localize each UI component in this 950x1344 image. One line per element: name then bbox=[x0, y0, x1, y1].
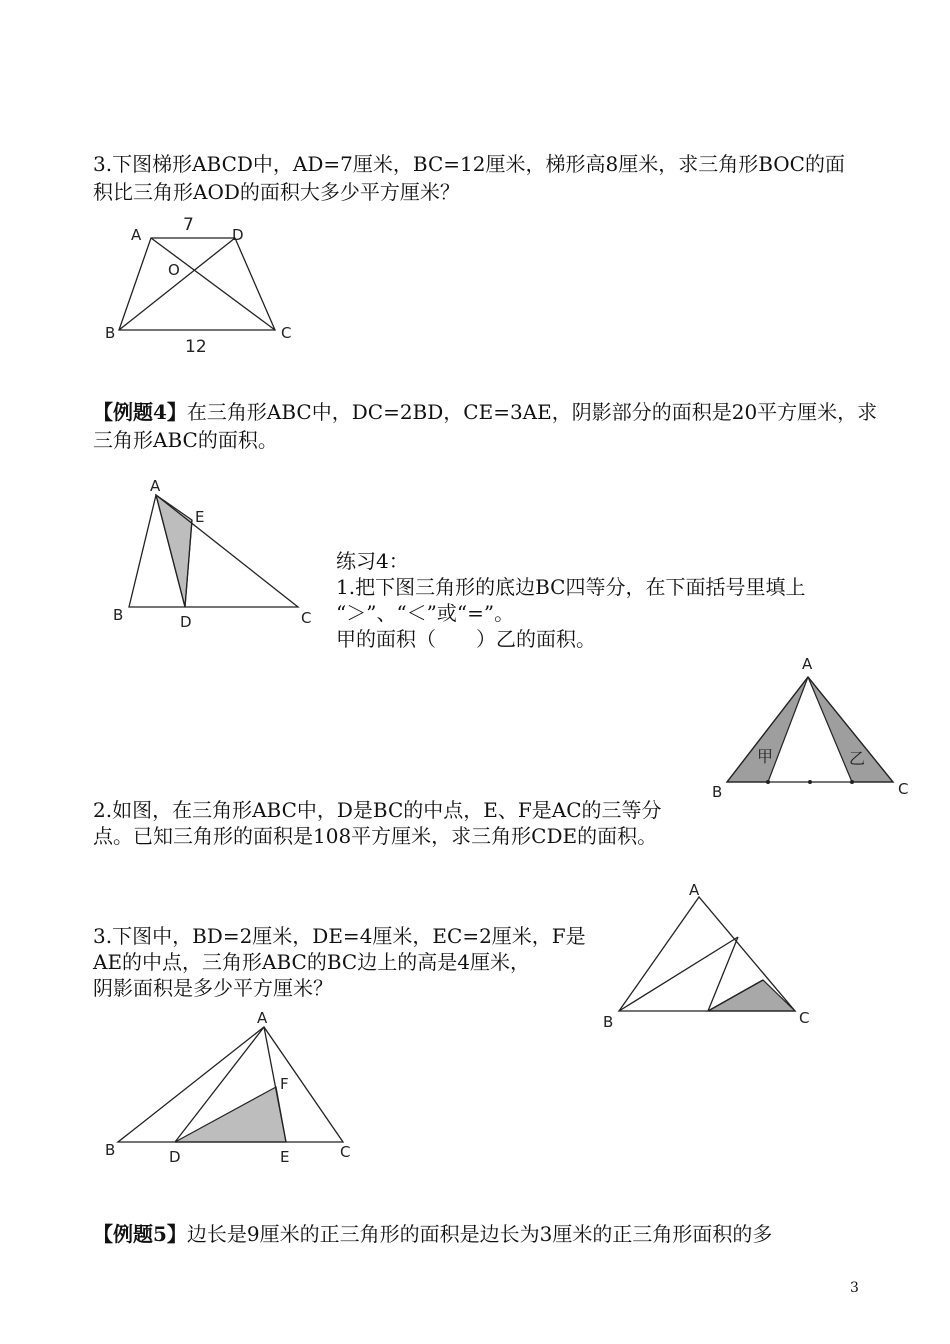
example4-line2: 三角形ABC的面积。 bbox=[93, 428, 278, 452]
practice4-q1-line1: 1.把下图三角形的底边BC四等分，在下面括号里填上 bbox=[336, 575, 806, 599]
label-a: A bbox=[257, 1009, 268, 1027]
practice4-q1-line3: 甲的面积（ ）乙的面积。 bbox=[336, 627, 596, 651]
practice2-figure bbox=[595, 875, 820, 1035]
diagonal-bd bbox=[119, 238, 235, 330]
label-c: C bbox=[340, 1143, 351, 1161]
practice3-figure bbox=[100, 1005, 360, 1170]
label-a: A bbox=[802, 655, 813, 673]
label-bottom-length: 12 bbox=[185, 337, 207, 357]
practice1-figure bbox=[705, 652, 920, 802]
problem3-line1: 3.下图梯形ABCD中，AD=7厘米，BC=12厘米，梯形高8厘米，求三角形BOC的面 bbox=[93, 152, 845, 176]
triangle-abc bbox=[129, 495, 298, 607]
label-c: C bbox=[898, 780, 909, 798]
shaded-triangle bbox=[175, 1087, 286, 1142]
label-e: E bbox=[280, 1148, 290, 1166]
problem3-line2: 积比三角形AOD的面积大多少平方厘米？ bbox=[93, 180, 460, 204]
label-jia: 甲 bbox=[757, 747, 774, 766]
label-d: D bbox=[169, 1148, 181, 1166]
label-yi: 乙 bbox=[849, 749, 866, 768]
practice4-q2-line2: 点。已知三角形的面积是108平方厘米，求三角形CDE的面积。 bbox=[93, 824, 658, 848]
practice4-title: 练习4： bbox=[336, 549, 409, 573]
label-top-length: 7 bbox=[183, 215, 194, 235]
practice4-q1-line2: “＞”、“＜”或“=”。 bbox=[336, 601, 515, 625]
division-point-2 bbox=[808, 780, 812, 784]
label-b: B bbox=[603, 1013, 614, 1031]
example4-line1 bbox=[93, 398, 877, 426]
label-o: O bbox=[168, 261, 180, 279]
page-number: 3 bbox=[850, 1280, 859, 1296]
example4-tag: 【例题4】 bbox=[93, 400, 187, 424]
label-b: B bbox=[105, 324, 116, 342]
label-e: E bbox=[195, 508, 205, 526]
label-a: A bbox=[150, 477, 161, 495]
label-d: D bbox=[232, 226, 244, 244]
label-c: C bbox=[799, 1009, 810, 1027]
practice4-q2-line1: 2.如图，在三角形ABC中，D是BC的中点，E、F是AC的三等分 bbox=[93, 798, 662, 822]
example4-figure bbox=[105, 475, 330, 635]
division-point-1 bbox=[766, 780, 770, 784]
label-b: B bbox=[105, 1141, 116, 1159]
label-d: D bbox=[180, 613, 192, 631]
example5-text1: 边长是9厘米的正三角形的面积是边长为3厘米的正三角形面积的多 bbox=[186, 1222, 773, 1246]
segment-b-e bbox=[619, 937, 738, 1011]
example5-line1 bbox=[93, 1220, 772, 1248]
label-c: C bbox=[301, 609, 312, 627]
label-b: B bbox=[113, 606, 124, 624]
division-point-3 bbox=[850, 780, 854, 784]
trapezoid-figure bbox=[95, 210, 315, 360]
practice4-q3-line1: 3.下图中，BD=2厘米，DE=4厘米，EC=2厘米，F是 bbox=[93, 924, 586, 948]
practice4-q3-line3: 阴影面积是多少平方厘米？ bbox=[93, 976, 333, 1000]
example4-text1: 在三角形ABC中，DC=2BD，CE=3AE，阴影部分的面积是20平方厘米，求 bbox=[186, 400, 878, 424]
label-c: C bbox=[281, 324, 292, 342]
example5-tag: 【例题5】 bbox=[93, 1222, 187, 1246]
diagonal-ac bbox=[151, 238, 275, 330]
label-b: B bbox=[712, 783, 723, 801]
trapezoid-outline bbox=[119, 238, 275, 330]
label-a: A bbox=[689, 881, 700, 899]
practice4-q3-line2: AE的中点，三角形ABC的BC边上的高是4厘米， bbox=[93, 950, 530, 974]
label-f: F bbox=[280, 1075, 289, 1093]
label-a: A bbox=[131, 226, 142, 244]
